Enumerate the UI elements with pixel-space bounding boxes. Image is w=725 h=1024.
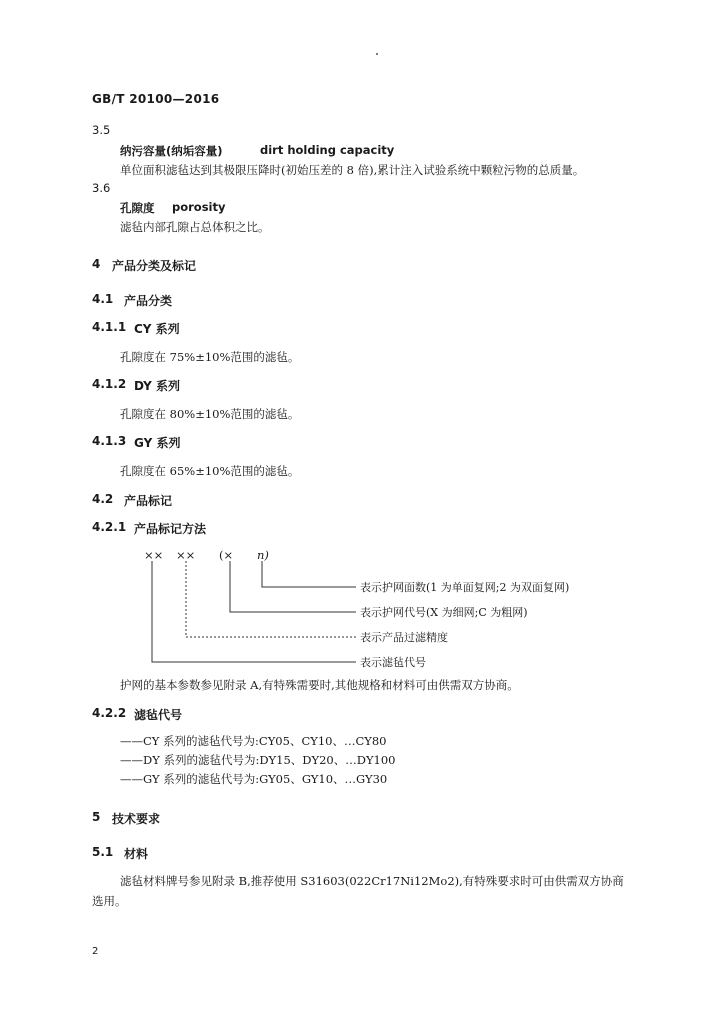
list-item: ——GY 系列的滤毡代号为:GY05、GY10、…GY30 (120, 772, 388, 786)
clause-4-1-1-text: 孔隙度在 75%±10%范围的滤毡。 (120, 350, 300, 364)
marking-label-1: 表示护网面数(1 为单面复网;2 为双面复网) (360, 581, 570, 594)
clause-4-1-2-title: DY 系列 (134, 379, 180, 393)
clause-4-1-title: 产品分类 (124, 294, 173, 308)
page-number: 2 (92, 946, 99, 957)
clause-3-5-term-cn: 纳污容量(纳垢容量) (120, 144, 223, 158)
clause-3-5-definition: 单位面积滤毡达到其极限压降时(初始压差的 8 倍),累计注入试验系统中颗粒污物的总质量。 (120, 163, 585, 177)
list-item: ——CY 系列的滤毡代号为:CY05、CY10、…CY80 (120, 734, 387, 748)
chapter-4-number: 4 (92, 257, 101, 271)
clause-3-6-term-en: porosity (172, 200, 226, 214)
marking-note: 护网的基本参数参见附录 A,有特殊需要时,其他规格和材料可由供需双方协商。 (120, 678, 519, 692)
clause-3-5-term-en: dirt holding capacity (260, 143, 395, 157)
leader-line-3 (186, 561, 356, 637)
standard-number: GB/T 20100—2016 (92, 92, 220, 106)
marking-code-1: ×× (144, 548, 164, 562)
clause-3-5-number: 3.5 (92, 123, 111, 137)
clause-4-2-1-title: 产品标记方法 (134, 522, 207, 536)
clause-5-1-title: 材料 (124, 847, 149, 861)
clause-5-1-text-line1: 滤毡材料牌号参见附录 B,推荐使用 S31603(022Cr17Ni12Mo2),有特殊要求时可由供需双方协商 (120, 874, 624, 888)
clause-4-1-2-text: 孔隙度在 80%±10%范围的滤毡。 (120, 407, 300, 421)
marking-code-4: n) (257, 548, 269, 562)
clause-4-2-title: 产品标记 (124, 494, 173, 508)
clause-4-2-2-title: 滤毡代号 (134, 708, 183, 722)
clause-3-6-definition: 滤毡内部孔隙占总体积之比。 (120, 220, 270, 234)
clause-4-1-number: 4.1 (92, 292, 114, 306)
marking-label-4: 表示滤毡代号 (360, 656, 426, 669)
clause-4-1-3-text: 孔隙度在 65%±10%范围的滤毡。 (120, 464, 300, 478)
clause-3-6-term-cn: 孔隙度 (120, 201, 155, 215)
clause-4-1-2-number: 4.1.2 (92, 377, 127, 391)
marking-label-3: 表示产品过滤精度 (360, 631, 448, 644)
chapter-4-title: 产品分类及标记 (112, 259, 197, 273)
clause-4-1-1-title: CY 系列 (134, 322, 180, 336)
clause-4-2-1-number: 4.2.1 (92, 520, 127, 534)
clause-5-1-number: 5.1 (92, 845, 114, 859)
clause-5-1-text-line2: 选用。 (92, 894, 127, 908)
clause-3-6-number: 3.6 (92, 181, 111, 195)
leader-line-1 (262, 561, 356, 587)
list-item: ——DY 系列的滤毡代号为:DY15、DY20、…DY100 (120, 753, 396, 767)
clause-4-2-number: 4.2 (92, 492, 114, 506)
chapter-5-title: 技术要求 (112, 812, 161, 826)
marking-code-3: (× (219, 548, 234, 562)
marking-code-2: ×× (176, 548, 196, 562)
clause-4-1-3-number: 4.1.3 (92, 434, 127, 448)
clause-4-1-3-title: GY 系列 (134, 436, 181, 450)
chapter-5-number: 5 (92, 810, 101, 824)
clause-4-1-1-number: 4.1.1 (92, 320, 127, 334)
clause-4-2-2-number: 4.2.2 (92, 706, 127, 720)
marking-label-2: 表示护网代号(X 为细网;C 为粗网) (360, 606, 528, 619)
